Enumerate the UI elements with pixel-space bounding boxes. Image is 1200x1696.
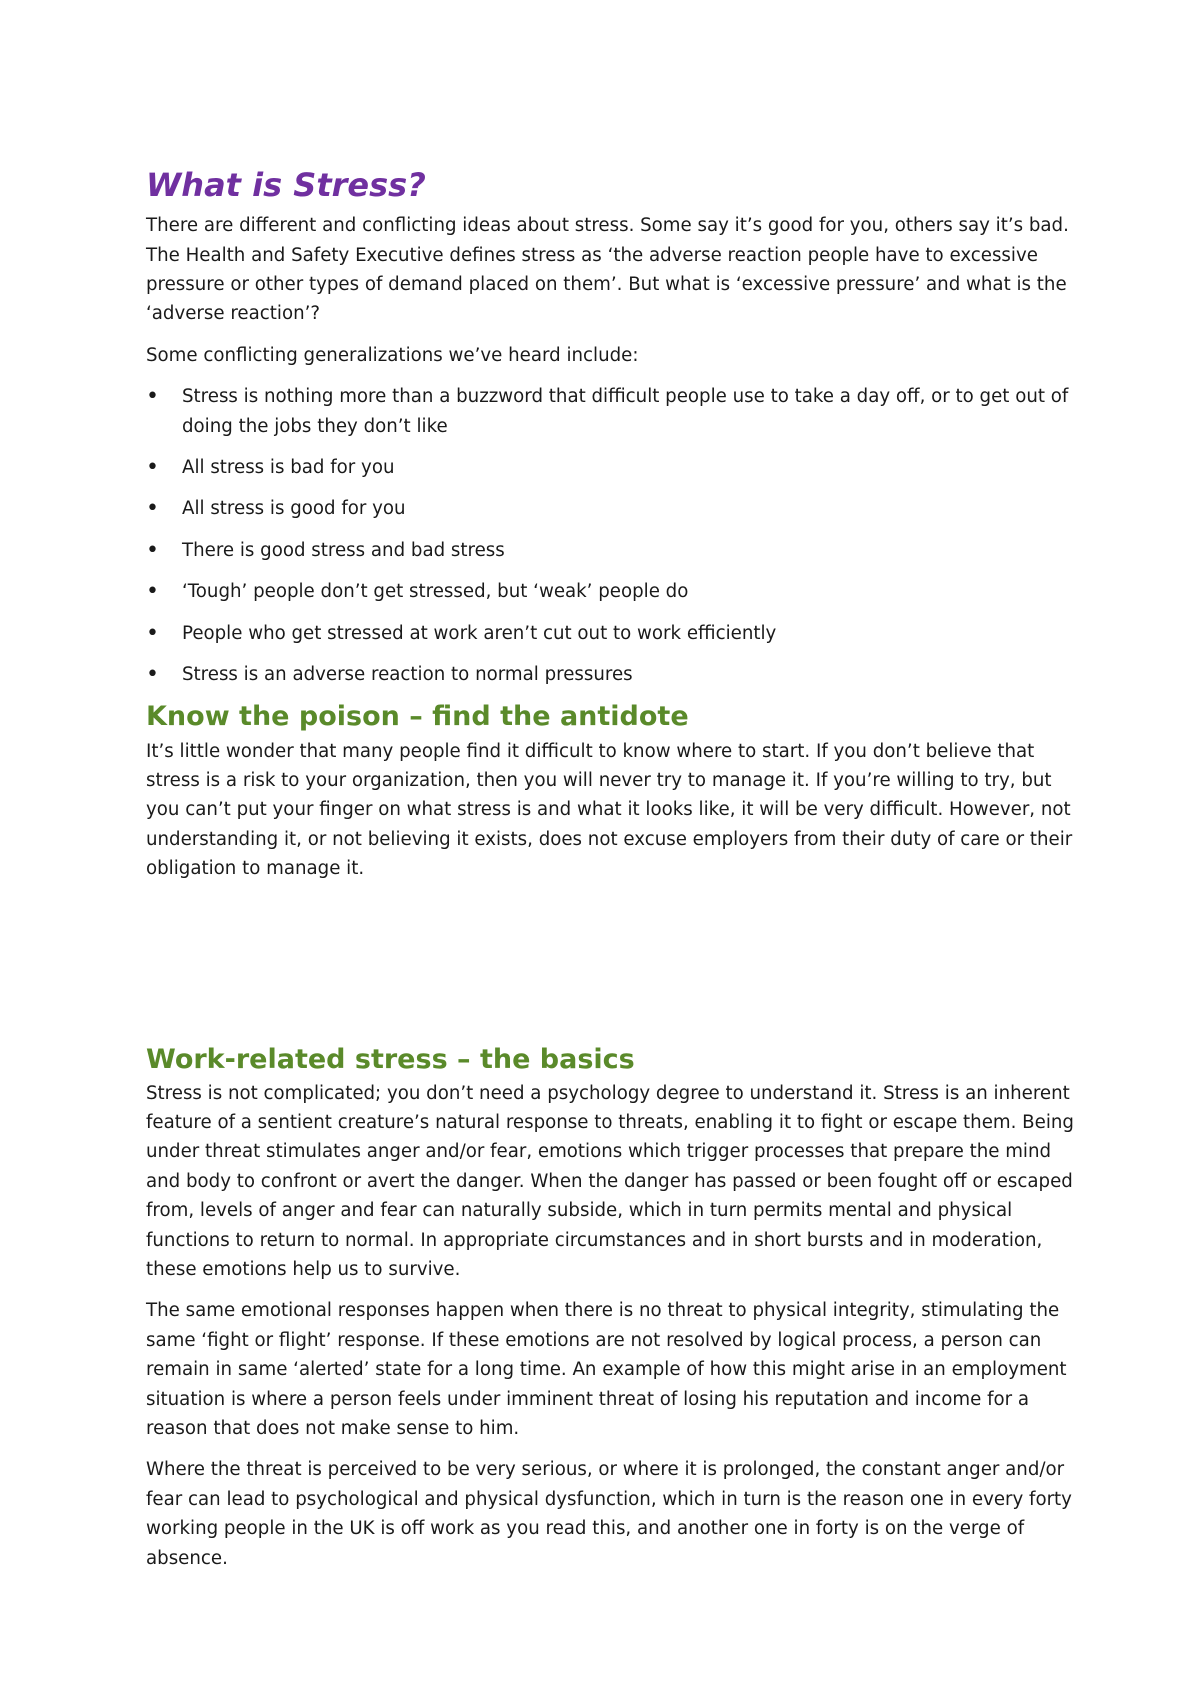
heading-know-the-poison: Know the poison – find the antidote: [146, 701, 689, 733]
list-item: • ‘Tough’ people don’t get stressed, but ‘weak’ people do: [146, 577, 1076, 606]
basics-paragraph-2: The same emotional responses happen when there is no threat to physical integrity, stimulating the same ‘fight or flight’ response. If these emotions are not resolved by logical process, a person can remain in same ‘alerted’ state for a long time. An example of how this might arise in an employment situation is where a person feels under imminent threat of losing his reputation and income for a reason that does not make sense to him.: [146, 1300, 1067, 1440]
list-item: • Stress is nothing more than a buzzword that difficult people use to take a day off, or to get out of doing the jobs they don’t like: [146, 382, 1076, 441]
document-page: [146, 168, 1076, 1585]
list-item: • Stress is an adverse reaction to normal pressures: [146, 660, 1076, 689]
heading-work-related-stress: Work-related stress – the basics: [146, 1043, 635, 1075]
basics-paragraph-1: Stress is not complicated; you don’t need a psychology degree to understand it. Stress is an inherent feature of a sentient creature’s natural response to threats, enabling it to fight or escape them. Being under threat stimulates anger and/or fear, emotions which trigger processes that prepare the mind and body to confront or avert the danger. When the danger has passed or been fought off or escaped from, levels of anger and fear can naturally subside, which in turn permits mental and physical functions to return to normal. In appropriate circumstances and in short bursts and in moderation, these emotions help us to survive.: [146, 1082, 1074, 1281]
list-item: • All stress is bad for you: [146, 453, 1076, 482]
heading-what-is-stress: What is Stress?: [146, 166, 426, 204]
generalizations-lead-paragraph: Some conflicting generalizations we’ve heard include:: [146, 344, 639, 366]
blank-space: [146, 896, 1076, 1044]
section-work-related-stress: [146, 1044, 1076, 1574]
section-what-is-stress: [146, 168, 1076, 689]
generalizations-list: [146, 382, 1076, 689]
section-know-the-poison: [146, 701, 1076, 883]
list-item: • People who get stressed at work aren’t cut out to work efficiently: [146, 619, 1076, 648]
list-item: • All stress is good for you: [146, 494, 1076, 523]
list-item: • There is good stress and bad stress: [146, 536, 1076, 565]
basics-paragraph-3: Where the threat is perceived to be very serious, or where it is prolonged, the constant anger and/or fear can lead to psychological and physical dysfunction, which in turn is the reason one in every forty working people in the UK is off work as you read this, and another one in forty is on the verge of absence.: [146, 1459, 1072, 1569]
poison-paragraph: It’s little wonder that many people find it difficult to know where to start. If you don’t believe that stress is a risk to your organization, then you will never try to manage it. If you’re willing to try, but you can’t put your finger on what stress is and what it looks like, it will be very difficult. However, not understanding it, or not believing it exists, does not excuse employers from their duty of care or their obligation to manage it.: [146, 740, 1073, 880]
intro-paragraph: There are different and conflicting ideas about stress. Some say it’s good for you, others say it’s bad. The Health and Safety Executive defines stress as ‘the adverse reaction people have to excessive pressure or other types of demand placed on them’. But what is ‘excessive pressure’ and what is the ‘adverse reaction’?: [146, 215, 1069, 325]
